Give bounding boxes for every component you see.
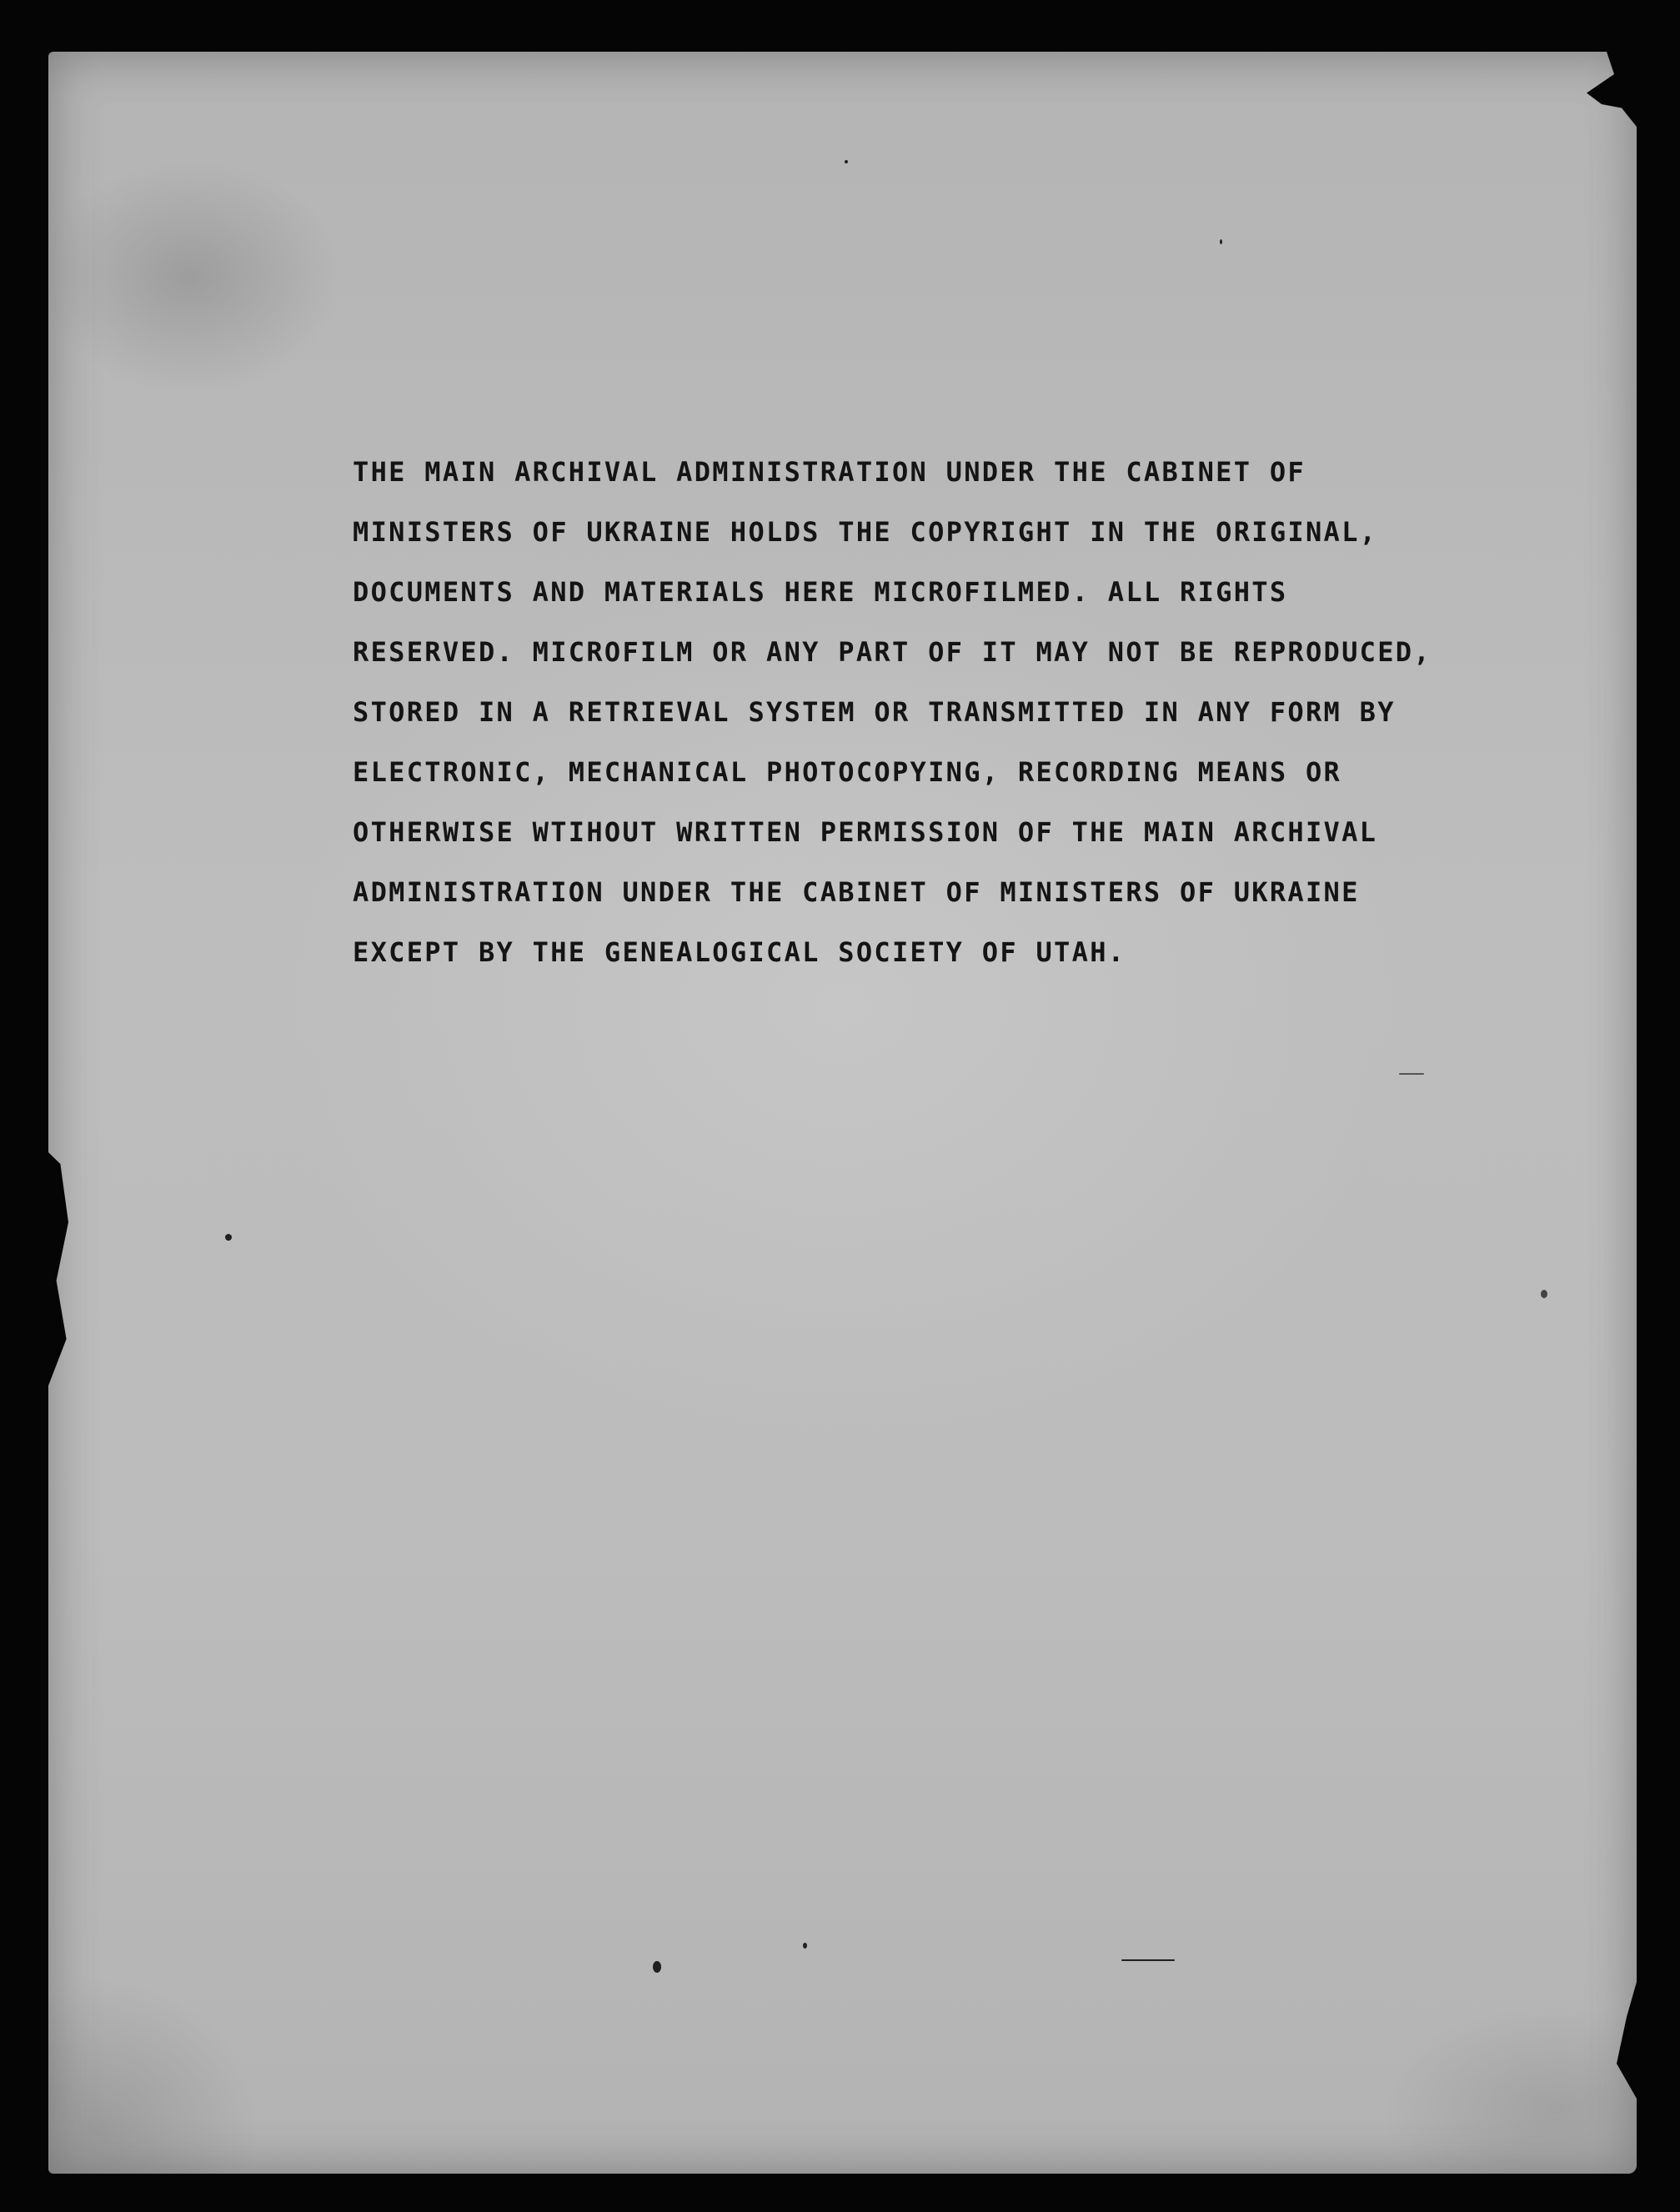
dust-speck [653,1961,661,1973]
paper-tear-top-right [1587,52,1637,127]
dust-speck [803,1943,807,1949]
notice-line: EXCEPT BY THE GENEALOGICAL SOCIETY OF UTAH. [353,936,1126,968]
notice-line: STORED IN A RETRIEVAL SYSTEM OR TRANSMITTED IN ANY FORM BY [353,696,1396,728]
dust-speck [845,160,848,163]
notice-line: DOCUMENTS AND MATERIALS HERE MICROFILMED. ALL RIGHTS [353,576,1288,608]
paper-tear-bottom-right [1612,1982,1637,2099]
paper-sheet [48,52,1637,2174]
notice-line: ADMINISTRATION UNDER THE CABINET OF MINISTERS OF UKRAINE [353,876,1360,908]
notice-line: THE MAIN ARCHIVAL ADMINISTRATION UNDER THE CABINET OF [353,456,1306,488]
notice-line: ELECTRONIC, MECHANICAL PHOTOCOPYING, RECORDING MEANS OR [353,756,1342,788]
dust-speck [1121,1959,1175,1961]
dust-speck [1541,1290,1547,1298]
notice-line: OTHERWISE WTIHOUT WRITTEN PERMISSION OF THE MAIN ARCHIVAL [353,816,1378,848]
dust-speck [1220,239,1222,244]
paper-tear-left [48,1152,68,1386]
notice-line: MINISTERS OF UKRAINE HOLDS THE COPYRIGHT IN THE ORIGINAL, [353,516,1378,548]
notice-line: RESERVED. MICROFILM OR ANY PART OF IT MAY NOT BE REPRODUCED, [353,636,1432,668]
copyright-notice [353,442,1520,982]
dust-speck [1399,1073,1424,1075]
dust-speck [225,1234,232,1241]
